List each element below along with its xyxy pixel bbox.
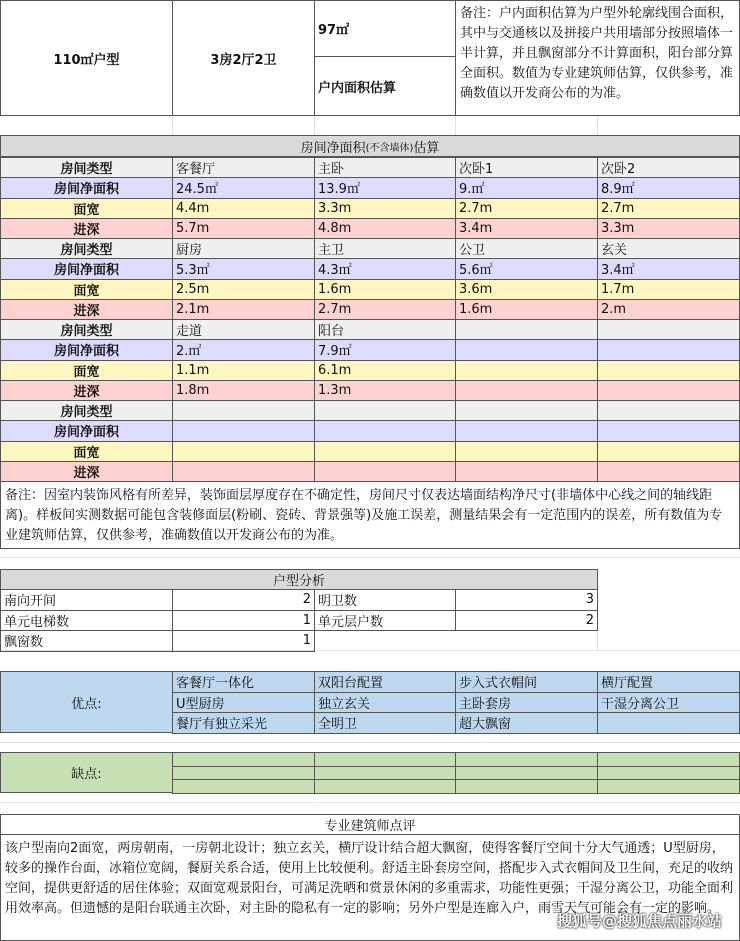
room-row-label-text: 进深	[73, 303, 100, 319]
room-row-label-text: 面宽	[73, 283, 100, 299]
analysis-label	[314, 610, 456, 632]
room-cell-text: 3.3m	[601, 220, 635, 236]
room-row-label-text: 房间类型	[60, 162, 113, 178]
analysis-title	[0, 569, 598, 590]
room-row-label-text: 面宽	[73, 445, 100, 461]
room-cell-text: 4.8m	[318, 220, 352, 236]
pros-item-text: 客餐厅一体化	[176, 676, 255, 692]
room-cell	[597, 299, 740, 320]
pros-item-text: 双阳台配置	[318, 676, 384, 692]
room-cell-text: 厨房	[176, 243, 203, 259]
pros-item	[455, 712, 598, 734]
cons-item	[455, 752, 598, 767]
room-cell	[172, 360, 315, 381]
room-cell-text: 2.1m	[176, 301, 210, 317]
pros-item	[172, 671, 315, 693]
room-row-label	[0, 420, 173, 441]
room-cell	[597, 198, 740, 219]
room-row-label	[0, 157, 173, 178]
area-note-cell	[455, 0, 740, 116]
analysis-label	[0, 589, 173, 611]
cons-item	[597, 752, 740, 767]
pros-item-text: 全明卫	[318, 717, 358, 733]
room-cell	[172, 218, 315, 239]
room-cell-text: 5.7m	[176, 220, 210, 236]
room-cell	[455, 420, 598, 441]
room-cell	[597, 177, 740, 198]
room-cell-text: 7.9㎡	[318, 344, 352, 360]
room-row-label-text: 进深	[73, 222, 100, 238]
room-cell-text: 9.㎡	[459, 182, 485, 198]
pros-item	[314, 671, 456, 693]
rooms-title-end: 估算	[413, 140, 440, 156]
analysis-value-text: 2	[302, 592, 311, 608]
room-cell	[597, 461, 740, 482]
room-cell-text: 1.7m	[601, 281, 635, 297]
room-cell	[455, 339, 598, 360]
room-cell	[314, 360, 456, 381]
room-row-label	[0, 461, 173, 482]
analysis-value-text: 1	[302, 633, 311, 649]
room-cell-text: 8.9㎡	[601, 182, 635, 198]
pros-item-text: 步入式衣帽间	[459, 676, 538, 692]
room-cell-text: 3.4m	[459, 220, 493, 236]
room-cell-text: 3.6m	[459, 281, 493, 297]
room-cell-text: 2.7m	[318, 301, 352, 317]
room-cell-text: 5.6㎡	[459, 263, 493, 279]
room-cell	[172, 461, 315, 482]
room-cell-text: 4.4m	[176, 200, 210, 216]
analysis-label	[314, 589, 456, 611]
room-cell	[455, 461, 598, 482]
area-note: 备注：户内面积估算为户型外轮廓线围合面积，其中与交通核以及拼接户共用墙部分按照墙体一半计算，并且飘窗部分不计算面积，阳台部分算全面积。数值为专业建筑师估算，仅供参考，准确数值以开发商公布的为准。	[460, 6, 734, 101]
room-row-label	[0, 177, 173, 198]
room-cell	[172, 319, 315, 340]
room-cell	[172, 420, 315, 441]
room-cell-text: 1.3m	[318, 382, 352, 398]
room-cell	[597, 319, 740, 340]
cons-label: 缺点:	[71, 767, 102, 782]
watermark: 搜狐号@搜狐焦点丽水站	[556, 912, 722, 930]
room-row-label	[0, 339, 173, 360]
room-cell-text: 1.6m	[459, 301, 493, 317]
room-cell	[455, 198, 598, 219]
analysis-label-text: 南向开间	[4, 594, 57, 610]
room-cell	[314, 420, 456, 441]
room-cell-text: 1.6m	[318, 281, 352, 297]
area-value-cell	[314, 0, 456, 57]
room-cell	[455, 177, 598, 198]
pros-item	[597, 671, 740, 693]
room-cell-text: 4.3㎡	[318, 263, 352, 279]
analysis-label	[0, 610, 173, 632]
rooms-note: 备注：因室内装饰风格有所差异，装饰面层厚度存在不确定性，房间尺寸仅表达墙面结构净尺寸(非墙体中心线之间的轴线距离)。样板间实测数据可能包含装修面层(粉刷、瓷砖、背景强等)及施工误差，测量结果会有一定范围内的误差，所有数值为专业建筑师估算，仅供参考，准确数值以开发商公布的为准。	[5, 488, 723, 543]
rooms-note-cell	[0, 481, 740, 549]
room-cell	[172, 339, 315, 360]
rooms-title-sub: (不含墙体)	[365, 142, 414, 154]
layout-cell	[172, 0, 315, 116]
room-cell	[314, 177, 456, 198]
room-cell	[314, 157, 456, 178]
room-cell-text: 2.7m	[601, 200, 635, 216]
room-cell	[597, 258, 740, 279]
room-cell-text: 3.4㎡	[601, 263, 635, 279]
pros-label-cell	[0, 671, 173, 733]
pros-item-text: 主卧套房	[459, 696, 512, 712]
room-cell	[314, 441, 456, 462]
analysis-label-text: 明卫数	[318, 594, 358, 610]
room-cell	[314, 279, 456, 300]
room-row-label	[0, 198, 173, 219]
analysis-title-text: 户型分析	[272, 574, 325, 589]
pros-item	[314, 712, 456, 734]
room-row-label	[0, 360, 173, 381]
room-cell	[455, 319, 598, 340]
room-cell	[597, 441, 740, 462]
room-row-label	[0, 218, 173, 239]
room-cell	[597, 238, 740, 259]
room-row-label	[0, 279, 173, 300]
room-row-label	[0, 258, 173, 279]
unit-type-cell	[0, 0, 173, 116]
cons-item	[314, 766, 456, 781]
room-cell	[172, 380, 315, 401]
pros-item	[172, 692, 315, 714]
analysis-value-text: 1	[302, 612, 311, 628]
layout: 3房2厅2卫	[210, 52, 277, 68]
room-cell-text: 2.7m	[459, 200, 493, 216]
rooms-title	[0, 135, 740, 157]
room-cell-text: 主卫	[318, 243, 345, 259]
room-cell-text: 2.5m	[176, 281, 210, 297]
room-cell	[172, 177, 315, 198]
room-cell	[314, 461, 456, 482]
room-cell	[314, 238, 456, 259]
room-cell	[314, 299, 456, 320]
pros-item	[597, 692, 740, 714]
rooms-title-main: 房间净面积	[300, 140, 366, 156]
room-cell	[597, 279, 740, 300]
cons-item	[597, 779, 740, 794]
room-cell	[172, 299, 315, 320]
cons-item	[172, 766, 315, 781]
room-cell	[172, 258, 315, 279]
cons-item	[455, 766, 598, 781]
cons-item	[314, 752, 456, 767]
room-cell	[455, 218, 598, 239]
pros-item-text: 超大飘窗	[459, 717, 512, 733]
room-row-label-text: 房间净面积	[53, 425, 119, 441]
room-cell-text: 公卫	[459, 243, 486, 259]
pros-item	[455, 692, 598, 714]
room-row-label	[0, 319, 173, 340]
analysis-value	[455, 589, 598, 611]
analysis-value	[172, 589, 315, 611]
room-cell-text: 24.5㎡	[176, 182, 218, 198]
room-row-label-text: 房间类型	[60, 243, 113, 259]
cons-label-cell	[0, 752, 173, 793]
room-cell	[172, 198, 315, 219]
room-cell	[597, 218, 740, 239]
review-title: 专业建筑师点评	[324, 819, 416, 834]
room-cell	[172, 157, 315, 178]
pros-item-text: U型厨房	[176, 696, 225, 712]
room-cell	[314, 258, 456, 279]
room-cell-text: 5.3㎡	[176, 263, 210, 279]
unit-type: 110㎡户型	[53, 52, 120, 68]
room-cell-text: 2.㎡	[176, 344, 202, 360]
room-cell	[597, 360, 740, 381]
room-cell	[455, 380, 598, 401]
pros-item-text: 干湿分离公卫	[601, 696, 680, 712]
pros-item-text: 横厅配置	[601, 676, 654, 692]
room-cell	[597, 380, 740, 401]
room-cell	[455, 238, 598, 259]
room-row-label-text: 进深	[73, 465, 100, 481]
room-row-label	[0, 400, 173, 421]
analysis-value	[455, 610, 598, 632]
cons-item	[597, 766, 740, 781]
analysis-label-text: 单元层户数	[318, 614, 384, 630]
cons-item	[314, 779, 456, 794]
room-cell	[172, 279, 315, 300]
room-row-label-text: 房间净面积	[53, 182, 119, 198]
room-cell	[455, 157, 598, 178]
area-label-cell	[314, 56, 456, 116]
room-cell-text: 玄关	[601, 243, 628, 259]
room-cell	[172, 400, 315, 421]
room-cell	[314, 218, 456, 239]
room-cell	[172, 238, 315, 259]
room-cell	[455, 400, 598, 421]
analysis-value	[172, 610, 315, 632]
room-cell-text: 6.1m	[318, 362, 352, 378]
room-row-label-text: 房间类型	[60, 324, 113, 340]
room-cell	[314, 319, 456, 340]
room-cell-text: 1.1m	[176, 362, 210, 378]
analysis-label-text: 飘窗数	[4, 635, 44, 651]
room-cell	[597, 400, 740, 421]
room-cell-text: 走道	[176, 324, 203, 340]
room-cell	[455, 279, 598, 300]
pros-item	[172, 712, 315, 734]
room-cell-text: 客餐厅	[176, 162, 216, 178]
room-cell	[455, 258, 598, 279]
pros-item	[455, 671, 598, 693]
room-row-label-text: 进深	[73, 384, 100, 400]
analysis-value	[172, 630, 315, 652]
pros-item	[314, 692, 456, 714]
room-cell-text: 3.3m	[318, 200, 352, 216]
room-cell	[314, 400, 456, 421]
room-cell-text: 13.9㎡	[318, 182, 360, 198]
room-cell	[597, 420, 740, 441]
room-row-label-text: 面宽	[73, 202, 100, 218]
room-cell-text: 1.8m	[176, 382, 210, 398]
room-cell-text: 2.m	[601, 301, 627, 317]
cons-item	[172, 752, 315, 767]
room-row-label-text: 房间净面积	[53, 263, 119, 279]
room-cell	[172, 441, 315, 462]
room-row-label	[0, 299, 173, 320]
room-row-label	[0, 238, 173, 259]
room-cell	[455, 299, 598, 320]
analysis-value-text: 2	[585, 612, 594, 628]
review-title-cell	[0, 814, 740, 835]
review-text: 该户型南向2面宽，两房朝南，一房朝北设计；独立玄关，横厅设计结合超大飘窗，使得客餐厅空间十分大气通透；U型厨房，较多的操作台面，冰箱位宽阔，餐厨关系合适，使用上比较便利。舒适主卧套房空间，搭配步入式衣帽间及卫生间，充足的收纳空间，提供更舒适的居住体验；双面宽观景阳台，可满足洗晒和赏景休闲的多重需求，功能性更强；干湿分离公卫，功能全面利用效率高。但遗憾的是阳台联通主次卧，对主卧的隐私有一定的影响；另外户型是连廊入户，雨雪天气可能会有一定的影响。	[5, 841, 734, 916]
room-cell	[314, 198, 456, 219]
room-cell-text: 主卧	[318, 162, 345, 178]
room-cell	[597, 339, 740, 360]
cons-item	[172, 779, 315, 794]
area-value: 97㎡	[318, 23, 350, 38]
room-cell	[597, 157, 740, 178]
room-row-label-text: 房间类型	[60, 405, 113, 421]
room-cell	[455, 441, 598, 462]
area-label: 户内面积估算	[318, 80, 397, 96]
analysis-value-text: 3	[585, 592, 594, 608]
pros-item-text: 独立玄关	[318, 696, 371, 712]
room-row-label	[0, 380, 173, 401]
room-row-label-text: 房间净面积	[53, 344, 119, 360]
room-cell-text: 阳台	[318, 324, 345, 340]
pros-label: 优点:	[71, 696, 102, 712]
analysis-label	[0, 630, 173, 652]
analysis-label-text: 单元电梯数	[4, 614, 70, 630]
room-cell-text: 次卧1	[459, 162, 494, 178]
room-cell	[314, 380, 456, 401]
cons-item	[455, 779, 598, 794]
room-cell	[455, 360, 598, 381]
room-row-label	[0, 441, 173, 462]
room-row-label-text: 面宽	[73, 364, 100, 380]
room-cell	[314, 339, 456, 360]
pros-item-text: 餐厅有独立采光	[176, 717, 268, 733]
pros-item	[597, 712, 740, 734]
room-cell-text: 次卧2	[601, 162, 636, 178]
